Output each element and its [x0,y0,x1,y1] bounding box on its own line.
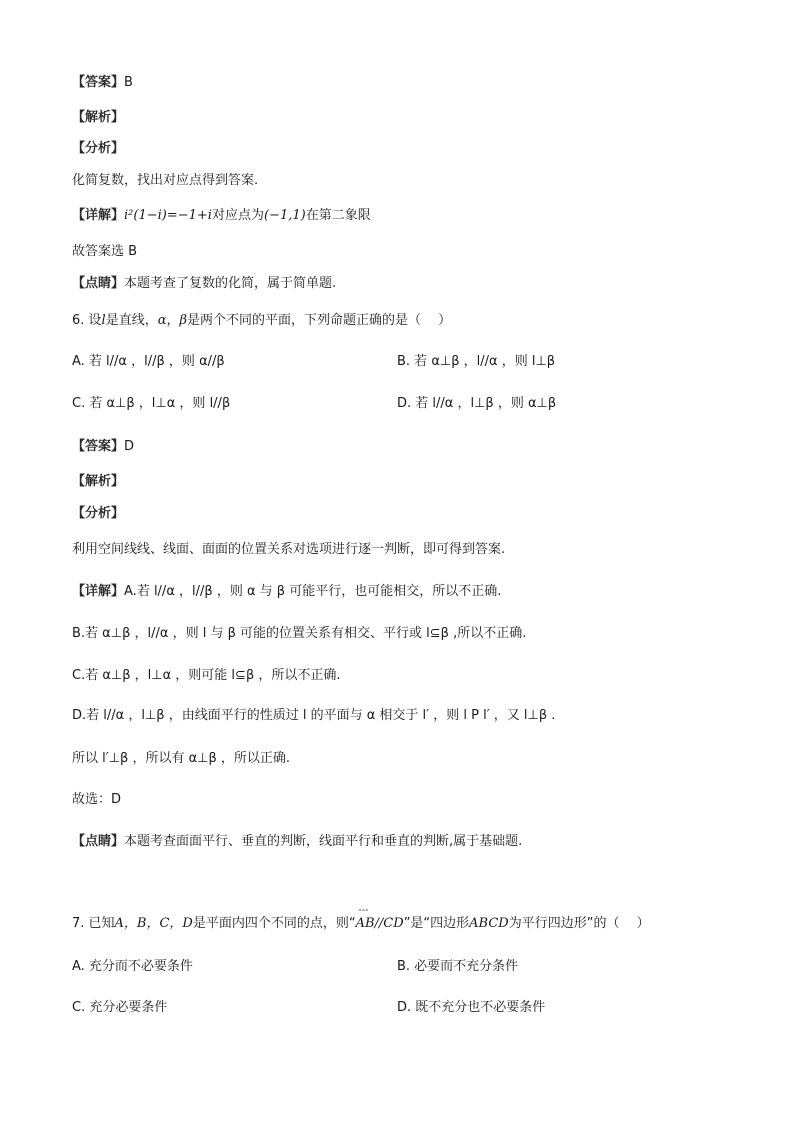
q6-detail-a: 【详解】A.若 l//α ，l//β ，则 α 与 β 可能平行，也可能相交，所以不正确. [72,584,502,599]
math-expression: i²(1−i)=−1+i [124,208,212,223]
q6-fenxi-tag: 【分析】 [72,506,125,521]
q6-detail-c: C.若 α⊥β ，l⊥α ，则可能 l⊆β ，所以不正确. [72,668,341,683]
q5-fenxi-text: 化简复数，找出对应点得到答案. [72,173,259,188]
q6-option-b: B. 若 α⊥β ，l//α ，则 l⊥β [397,354,556,369]
q5-analysis-tag: 【解析】 [72,110,125,125]
q6-detail-e: 所以 l′⊥β ，所以有 α⊥β ，所以正确. [72,751,291,766]
q6-option-a: A. 若 l//α ，l//β ，则 α//β [72,354,225,369]
q7-stem: 7. 已知A，B，C，D是平面内四个不同的点，则“ˆˆˆ AB//CD”是“四边形ABCD为平行四边形”的（ ） [72,915,650,933]
q6-stem: 6. 设l是直线，α，β是两个不同的平面，下列命题正确的是（ ） [72,313,452,328]
q6-option-d: D. 若 l//α ，l⊥β ，则 α⊥β [397,396,557,411]
q6-detail-d: D.若 l//α ，l⊥β ，由线面平行的性质过 l 的平面与 α 相交于 l′ ，则 l P l′ ，又 l⊥β . [72,708,556,723]
q7-option-b: B. 必要而不充分条件 [397,959,519,974]
vector-expression: ˆˆˆ AB//CD [356,915,404,933]
answer-tag: 【答案】 [72,75,125,90]
answer-value: B [124,75,133,90]
q6-answer-line: 【答案】D [72,439,135,454]
q7-option-d: D. 既不充分也不必要条件 [397,1000,546,1015]
q6-fenxi-text: 利用空间线线、线面、面面的位置关系对选项进行逐一判断，即可得到答案. [72,542,506,557]
q7-option-c: C. 充分必要条件 [72,1000,168,1015]
q6-option-c: C. 若 α⊥β ，l⊥α ，则 l//β [72,396,231,411]
q6-analysis-tag: 【解析】 [72,474,125,489]
q7-option-a: A. 充分而不必要条件 [72,959,193,974]
q6-detail-b: B.若 α⊥β ，l//α ，则 l 与 β 可能的位置关系有相交、平行或 l⊆β ,所以不正确. [72,626,527,641]
answer-value: D [124,439,135,454]
q5-detail-line: 【详解】i²(1−i)=−1+i对应点为(−1,1)在第二象限 [72,208,371,223]
q5-conclusion: 故答案选 B [72,244,138,259]
q6-conclusion: 故选：D [72,792,122,807]
q5-comment-line: 【点睛】本题考查了复数的化简，属于简单题. [72,276,337,291]
q5-fenxi-tag: 【分析】 [72,141,125,156]
math-point: (−1,1) [263,208,306,223]
q6-comment-line: 【点睛】本题考查面面平行、垂直的判断，线面平行和垂直的判断,属于基础题. [72,834,523,849]
q5-answer-line [72,74,133,92]
